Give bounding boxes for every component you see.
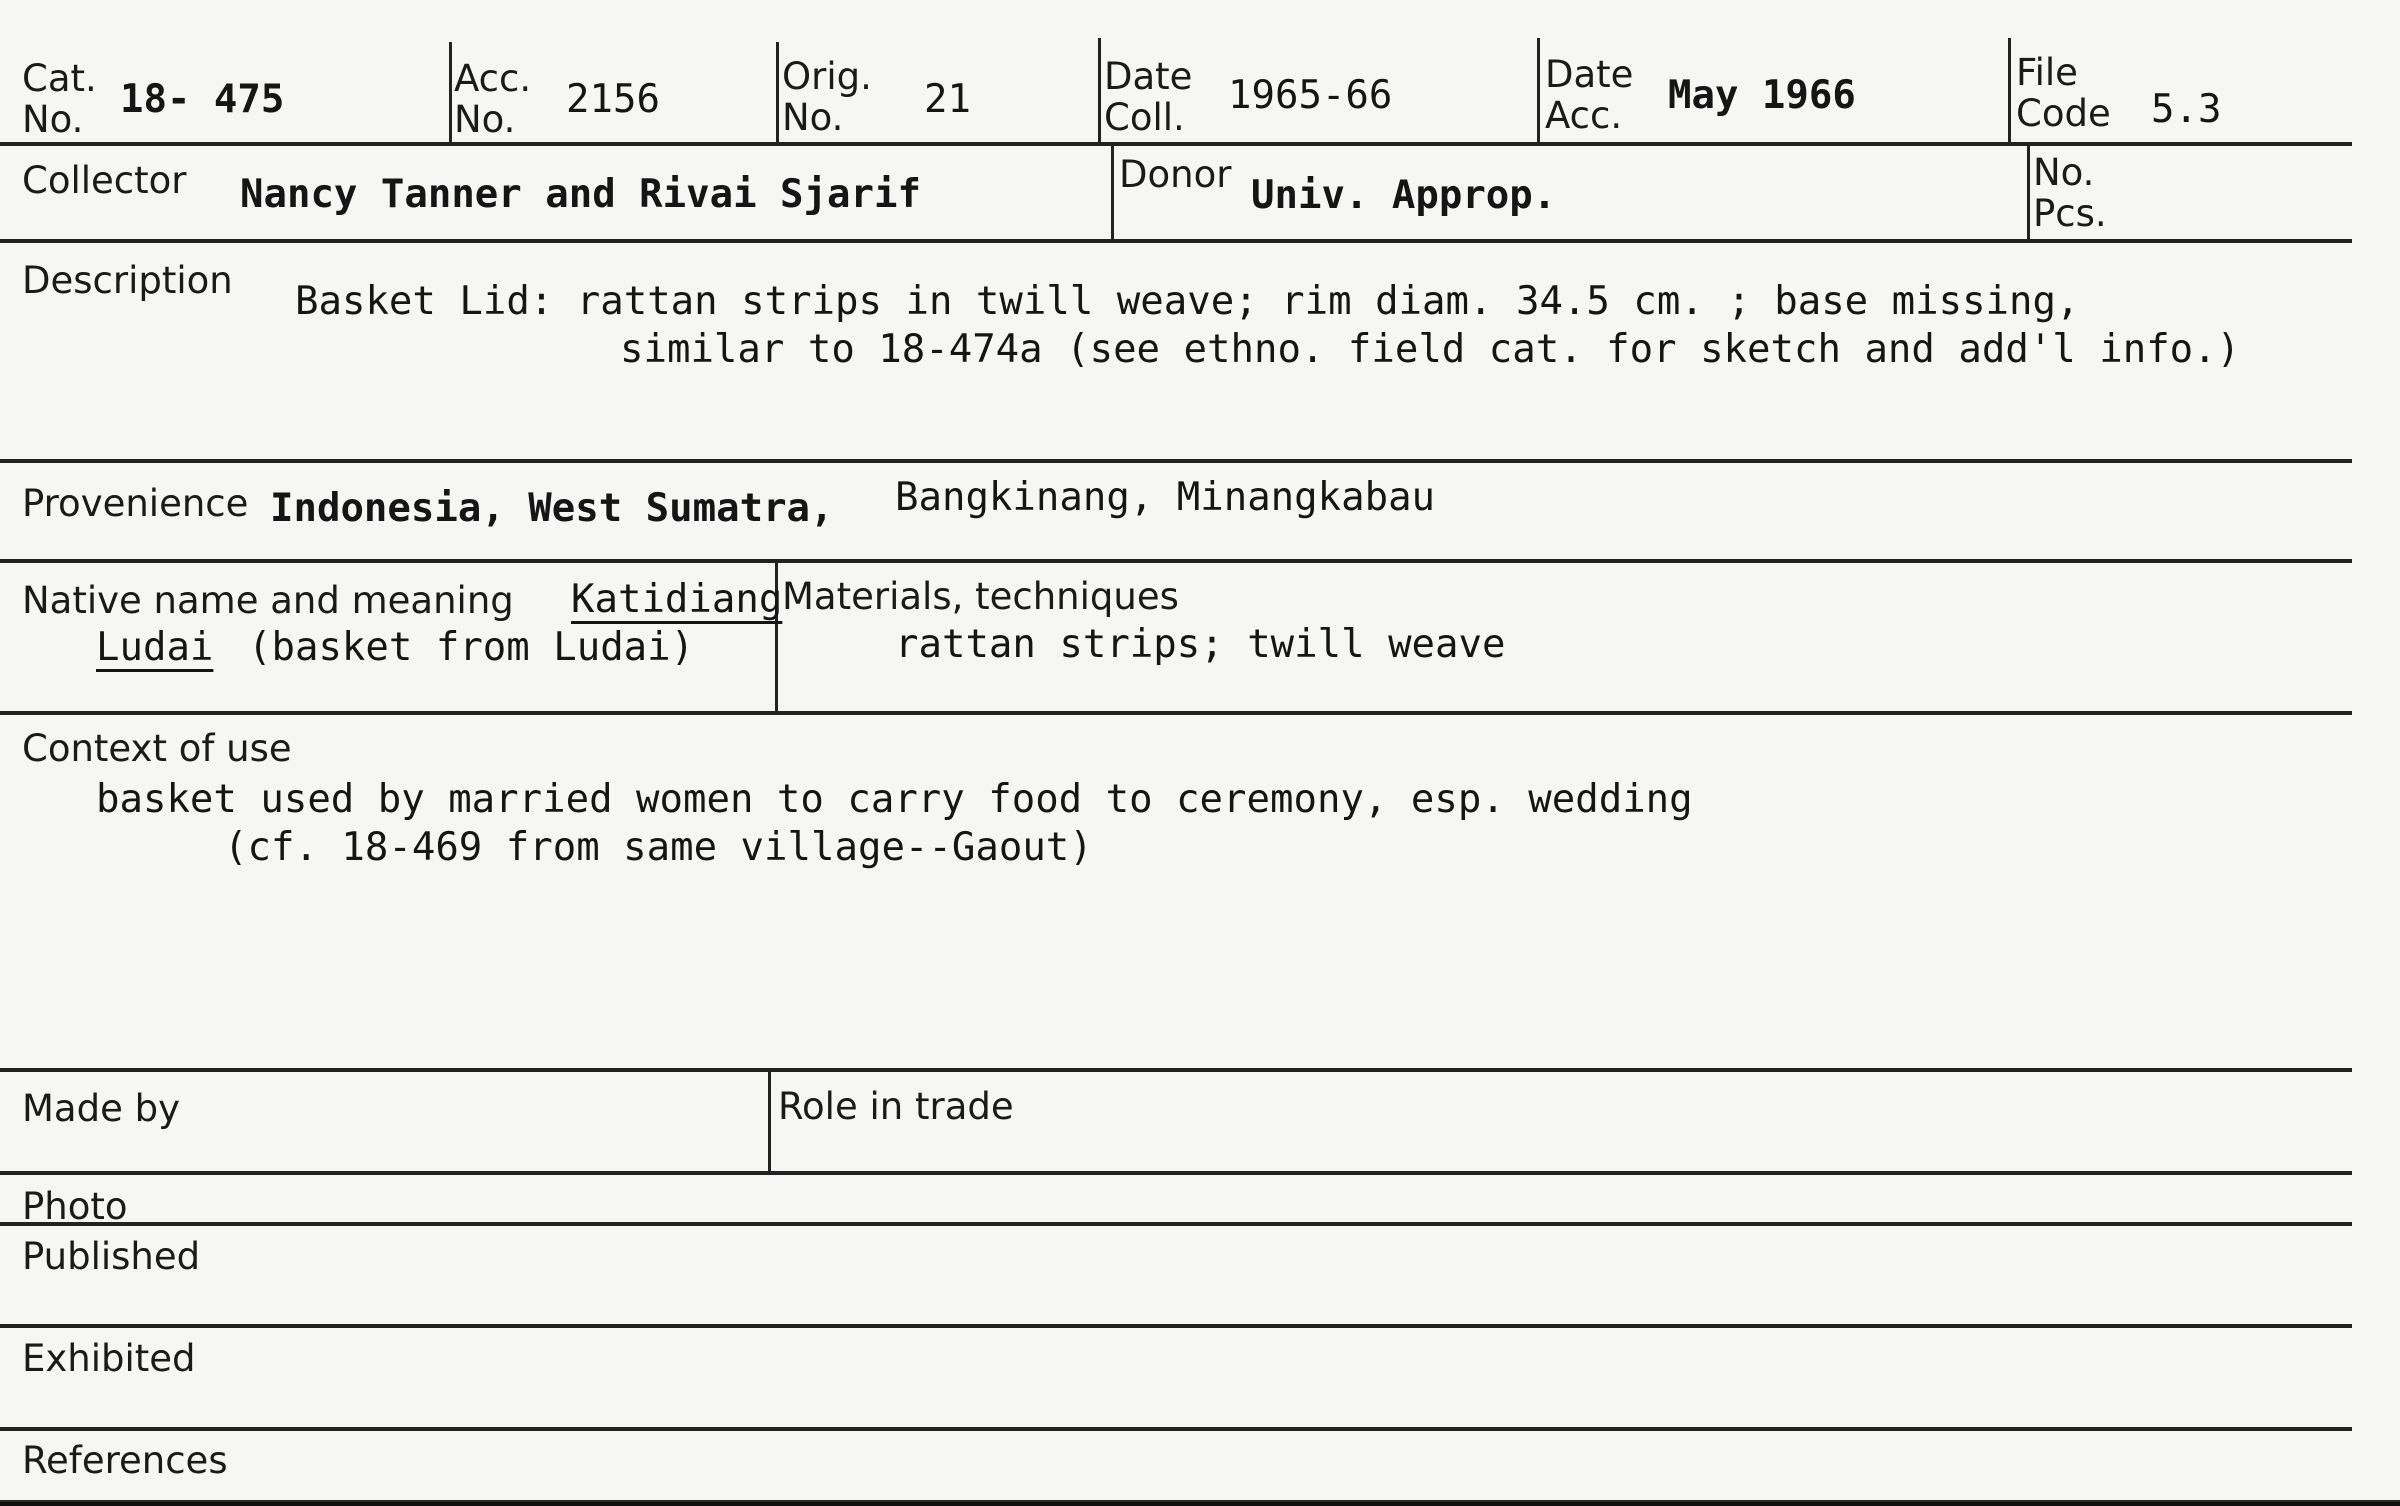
divider-collector xyxy=(0,239,2352,243)
no-pcs-label: No. Pcs. xyxy=(2033,151,2107,235)
divider-context xyxy=(0,1068,2352,1072)
acc-no-value: 2156 xyxy=(566,77,660,122)
description-label: Description xyxy=(22,259,233,302)
collector-value: Nancy Tanner and Rivai Sjarif xyxy=(240,172,921,217)
orig-no-label: Orig. No. xyxy=(782,55,872,139)
native-name-label: Native name and meaning xyxy=(22,579,514,622)
provenience-label: Provenience xyxy=(22,482,249,525)
divider-v-date-acc xyxy=(1537,38,1540,144)
description-line-1: Basket Lid: rattan strips in twill weave; rim diam. 34.5 cm. ; base missing, xyxy=(295,279,2080,324)
materials-label: Materials, techniques xyxy=(782,575,1179,618)
divider-description xyxy=(0,459,2352,463)
divider-made-by xyxy=(0,1171,2352,1175)
collector-label: Collector xyxy=(22,159,187,202)
materials-value: rattan strips; twill weave xyxy=(895,622,1506,667)
file-code-value: 5.3 xyxy=(2151,87,2222,132)
donor-value: Univ. Approp. xyxy=(1251,173,1557,218)
context-line-1: basket used by married women to carry food to ceremony, esp. wedding xyxy=(96,777,1693,822)
divider-v-file xyxy=(2008,38,2011,144)
divider-v-role xyxy=(768,1071,771,1173)
date-coll-label: Date Coll. xyxy=(1104,55,1193,139)
provenience-value-rest: Bangkinang, Minangkabau xyxy=(895,475,1436,520)
context-label: Context of use xyxy=(22,727,292,770)
divider-v-date-coll xyxy=(1098,38,1101,144)
orig-no-value: 21 xyxy=(924,77,971,122)
divider-published xyxy=(0,1324,2352,1328)
description-line-2: similar to 18-474a (see ethno. field cat. for sketch and add'l info.) xyxy=(620,327,2241,372)
divider-header xyxy=(0,142,2352,146)
divider-v-orig xyxy=(776,42,779,144)
divider-native xyxy=(0,711,2352,715)
date-coll-value: 1965-66 xyxy=(1228,73,1393,118)
divider-photo xyxy=(0,1222,2352,1226)
divider-v-pcs xyxy=(2027,142,2030,241)
acc-no-label: Acc. No. xyxy=(454,57,532,141)
native-name-word-1: Katidiang xyxy=(571,577,783,622)
context-line-2: (cf. 18-469 from same village--Gaout) xyxy=(224,825,1093,870)
role-in-trade-label: Role in trade xyxy=(778,1085,1014,1128)
file-code-label: File Code xyxy=(2016,51,2111,135)
references-label: References xyxy=(22,1439,228,1482)
cat-no-value: 18- 475 xyxy=(120,77,285,122)
divider-exhibited xyxy=(0,1427,2352,1431)
provenience-value-bold: Indonesia, West Sumatra, xyxy=(270,486,834,531)
date-acc-value: May 1966 xyxy=(1668,73,1856,118)
made-by-label: Made by xyxy=(22,1087,180,1130)
divider-provenience xyxy=(0,559,2352,563)
date-acc-label: Date Acc. xyxy=(1545,53,1634,137)
native-name-word-2: Ludai xyxy=(96,625,214,670)
divider-v-acc xyxy=(449,42,452,144)
photo-label: Photo xyxy=(22,1185,128,1228)
donor-label: Donor xyxy=(1119,153,1232,196)
native-name-meaning: (basket from Ludai) xyxy=(248,625,695,670)
published-label: Published xyxy=(22,1235,201,1278)
cat-no-label: Cat. No. xyxy=(22,57,97,141)
exhibited-label: Exhibited xyxy=(22,1337,196,1380)
divider-v-donor xyxy=(1111,142,1114,241)
